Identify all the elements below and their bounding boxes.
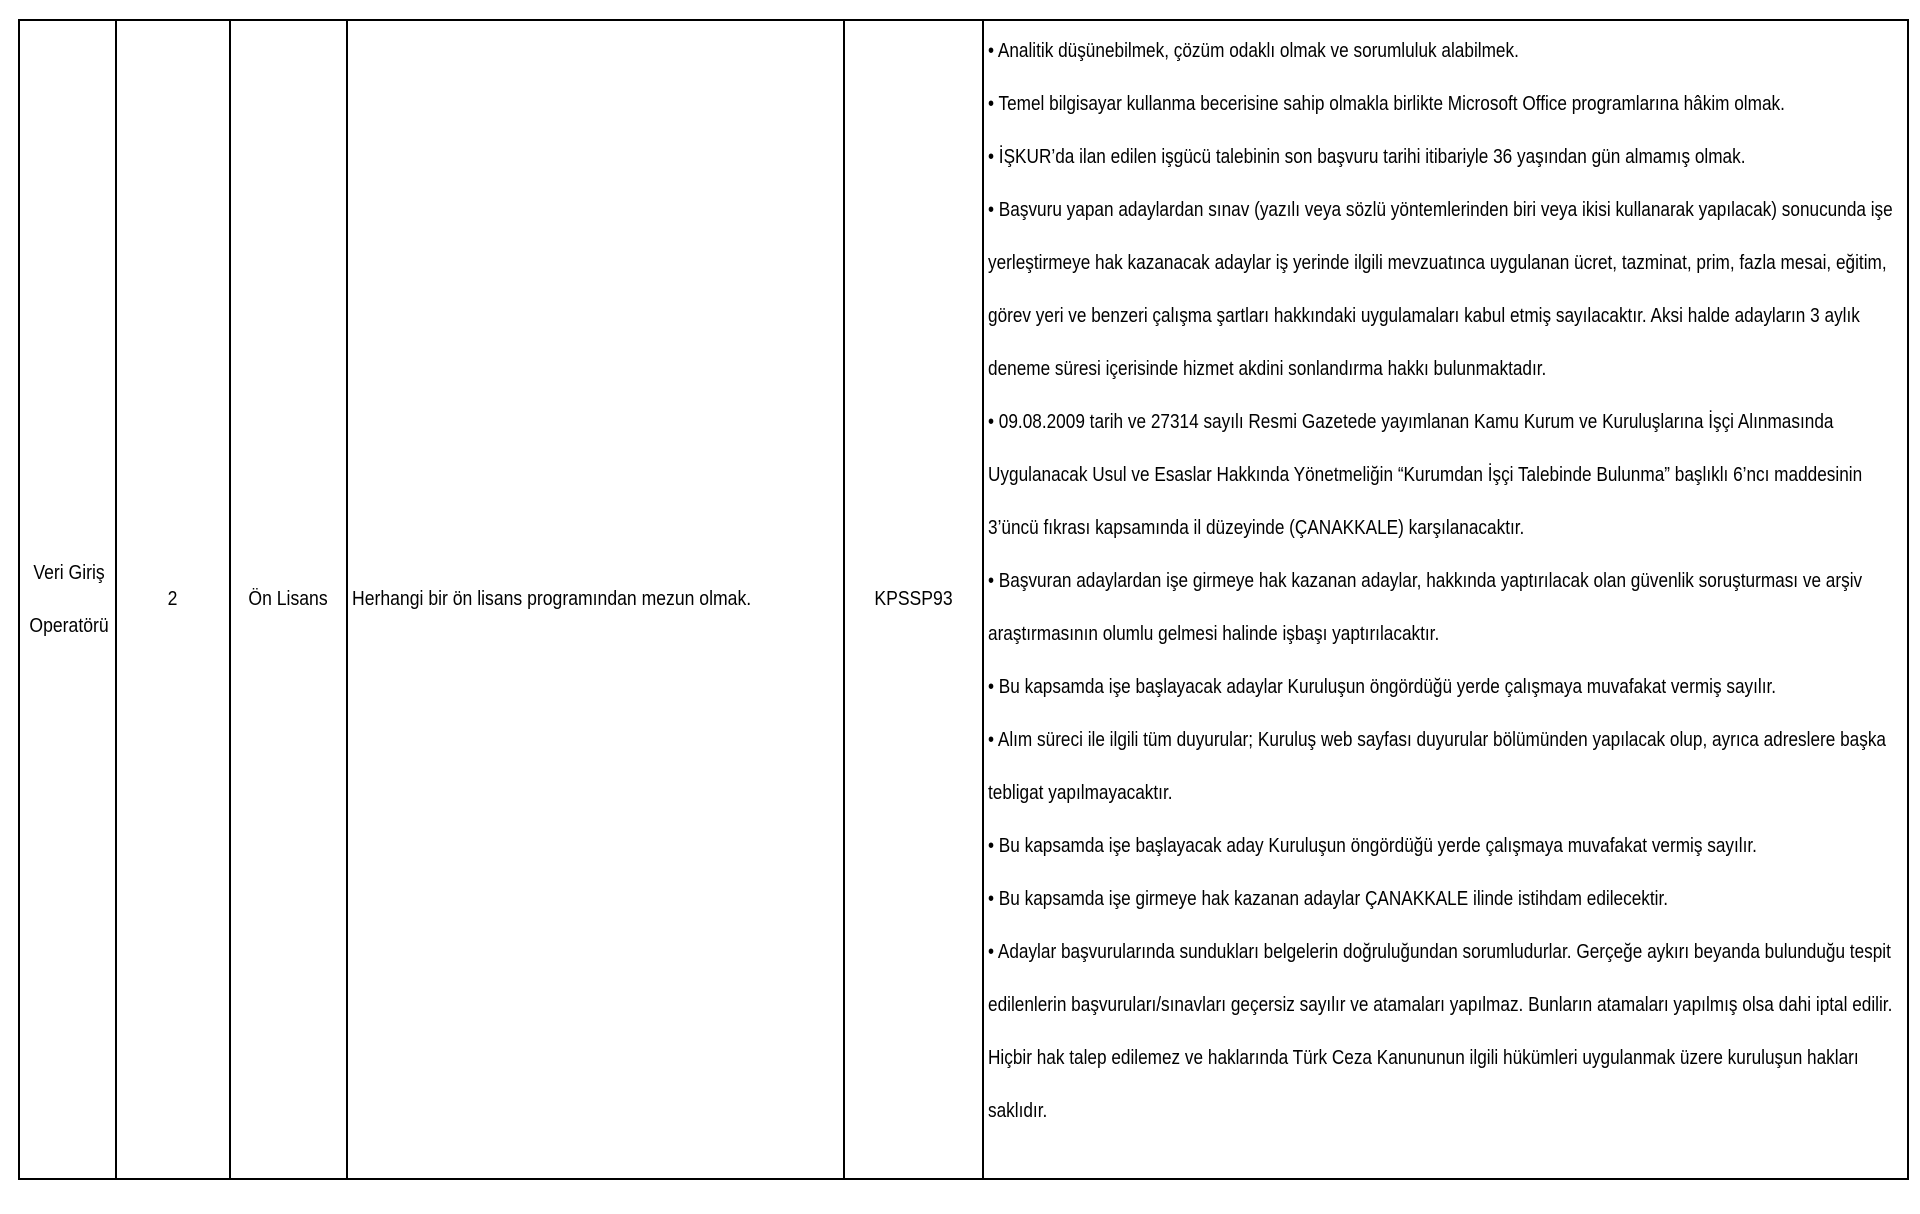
position-count: 2 bbox=[168, 588, 178, 610]
requirements-cell bbox=[983, 20, 1908, 1179]
list-item: • Başvuru yapan adaylardan sınav (yazılı veya sözlü yöntemlerinden biri veya ikisi kullanarak yapılacak) sonucunda işe yerleştirmeye hak kazanacak adaylar iş yerinde ilgili mevzuatınca uygulanan ücret, tazminat, prim, fazla mesai, eğitim, görev yeri ve benzeri çalışma şartları hakkındaki uygulamaları kabul etmiş sayılacaktır. Aksi halde adayların 3 aylık deneme süresi içerisinde hizmet akdini sonlandırma hakkı bulunmaktadır. bbox=[988, 199, 1893, 380]
list-item: • Bu kapsamda işe başlayacak adaylar Kuruluşun öngördüğü yerde çalışmaya muvafakat vermiş sayılır. bbox=[988, 676, 1777, 698]
education-level: Ön Lisans bbox=[248, 588, 329, 610]
education-requirement: Herhangi bir ön lisans programından mezun olmak. bbox=[352, 588, 752, 610]
position-title-cell bbox=[19, 20, 116, 1179]
education-level-cell bbox=[230, 20, 347, 1179]
requirements-list bbox=[988, 25, 1901, 1138]
list-item: • Bu kapsamda işe girmeye hak kazanan adaylar ÇANAKKALE ilinde istihdam edilecektir. bbox=[988, 888, 1669, 910]
list-item: • İŞKUR’da ilan edilen işgücü talebinin son başvuru tarihi itibariyle 36 yaşından gün almamış olmak. bbox=[988, 146, 1746, 168]
list-item: • Bu kapsamda işe başlayacak aday Kuruluşun öngördüğü yerde çalışmaya muvafakat vermiş sayılır. bbox=[988, 835, 1757, 857]
list-item: • Alım süreci ile ilgili tüm duyurular; Kuruluş web sayfası duyurular bölümünden yapılacak olup, ayrıca adreslere başka tebligat yapılmayacaktır. bbox=[988, 729, 1887, 804]
education-requirement-cell bbox=[347, 20, 844, 1179]
list-item: • Adaylar başvurularında sundukları belgelerin doğruluğundan sorumludurlar. Gerçeğe aykırı beyanda bulunduğu tespit edilenlerin başvuruları/sınavları geçersiz sayılır ve atamaları yapılmaz. Bunların atamaları yapılmış olsa dahi iptal edilir. Hiçbir hak talep edilemez ve haklarında Türk Ceza Kanununun ilgili hükümleri uygulanmak üzere kuruluşun hakları saklıdır. bbox=[988, 941, 1893, 1122]
count-cell bbox=[116, 20, 230, 1179]
job-requirements-table bbox=[18, 19, 1909, 1180]
list-item: • Başvuran adaylardan işe girmeye hak kazanan adaylar, hakkında yaptırılacak olan güvenlik soruşturması ve arşiv araştırmasının olumlu gelmesi halinde işbaşı yaptırılacaktır. bbox=[988, 570, 1863, 645]
list-item: • Analitik düşünebilmek, çözüm odaklı olmak ve sorumluluk alabilmek. bbox=[988, 40, 1519, 62]
list-item: • 09.08.2009 tarih ve 27314 sayılı Resmi Gazetede yayımlanan Kamu Kurum ve Kuruluşlarına İşçi Alınmasında Uygulanacak Usul ve Esaslar Hakkında Yönetmeliğin “Kurumdan İşçi Talebinde Bulunma” başlıklı 6’ncı maddesinin 3’üncü fıkrası kapsamında il düzeyinde (ÇANAKKALE) karşılanacaktır. bbox=[988, 411, 1863, 539]
exam-score-type-cell bbox=[844, 20, 983, 1179]
table-row bbox=[19, 20, 1908, 1179]
list-item: • Temel bilgisayar kullanma becerisine sahip olmakla birlikte Microsoft Office programlarına hâkim olmak. bbox=[988, 93, 1785, 115]
position-title: Veri Giriş Operatörü bbox=[29, 561, 109, 637]
exam-score-type: KPSSP93 bbox=[874, 588, 953, 610]
